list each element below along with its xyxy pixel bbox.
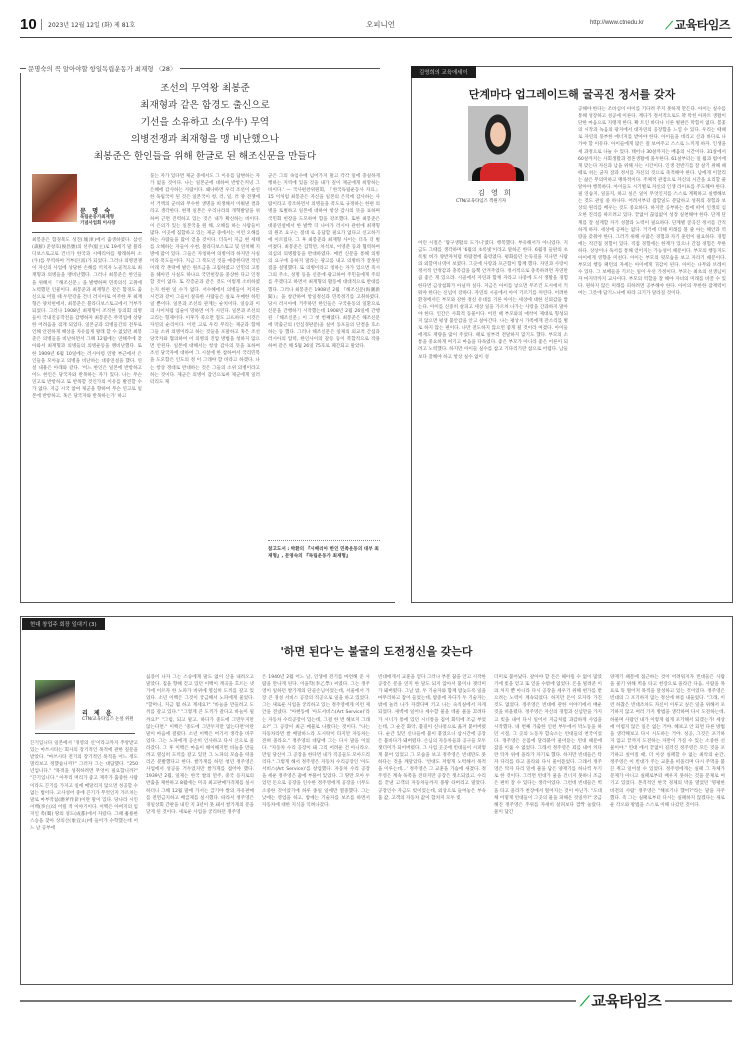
article2-series-tag: 김영희의 교육에세이: [411, 66, 476, 78]
author-divider: [35, 733, 135, 734]
article3-column: 더미로 불어났다. 갚아야 할 돈은 헤아릴 수 없이 많았기에 빚을 얻고 또 얻을 수밖에 없었다. 돈을 빌려준 이의 처지 뿐 아니라 다시 공장을 세우기 위해 현가를 받으려는 노력이 계속되었다. 하지만 돈이 모자라 가진 것도 없었다. 정주영은 빈대에 관한 이야기에서 배운 것을 떠올렸다. 정주영은 자신의 경험과 신념만을 가지고 빚을 내어 다시 일어서 지금처럼 과감하게 사업을 시작했다. 네 번째 가출한 인천 부두에서 막노동을 하던 시절, 그 곳의 노동자 합숙소는 빈대들의 천국이었다. 정주영은 온몸에 달라붙어 물어뜯는 빈대 때문에 잠을 이룰 수 없었다. 그래서 정주영은 꾀를 내어 커다란 탁자 위에 올라가 자기로 했다. 하지만 빈대들은 탁자 다리를 타고 올라와 다시 물어뜯었다. 그래서 정주영은 탁자 다리 밑에 물을 담은 양재기를 하나씩 두기로 한 것이다. 그러면 빈대가 물을 건너지 못하니 조금은 편히 잘 수 있다는 생각이었다. 그런데 빈대들은 벽을 타고 올라가 천장에서 떨어지는 것이 아닌가. "도대체 어떻게 빈대들이 그곳의 물을 피해온 것일까?" 궁금해진 정주영은 주위를 자세히 살펴보다 깜짝 놀랐다. 물이 담긴: [494, 675, 602, 815]
article3-headline: '하면 된다'는 불굴의 도전정신을 갖는다: [280, 645, 473, 658]
article1-headline: [30, 80, 380, 165]
article3-column: 은 1940년 2월 어느 날, 인생에 전기를 마련해 준 사람을 만나게 된다. 이을학(李乙學) 씨였다. 그는 정주영이 일하던 쌀가게의 단골손님이었는데, 서울에서 가장 큰 경성 서비스 공장의 직공으로 일을 하고 있었다. 그는 새로운 사업을 궁리하고 있는 정주영에게 이런 제안을 전넸다. "아현동에 '아도서비스(Art Service)'라는 자동차 수리공장이 있는데, 그걸 한 번 해보지 그래요?" 그 공장이 최근 매물로 나왔다는 것이다. "나는 자동차라면 쌀 배달하느라 도시락이 타지만 자동차는 전혀 몰라요." 정주영의 대답에 그는 다시 말을 이었다. "자동차 수리 공장이 돼 그리 어려운 건 아니라오. 만일 당신이 그 공장을 한다면 내가 직공들도 모아드리리다." 그렇게 해서 정주영은 자동차 수리공장인 '아도 서비스(Art Service)'를 창업했다. 자동차 수리 공장을 세운 정주영은 꿈에 부풀어 있었다. 그 땅만 모아 두었던 돈으로 공장을 인수한 정주영에게 공장을 너무도 소중한 것이었기에 하루 종일 일에만 열중했다. 그는 낮에는 영업을 하고, 밤에는 기술자를 보조를 하면서 자동차에 대한 지식을 익혀나갔다.: [262, 675, 370, 808]
author-role-line: 기념사업회 이사장: [80, 221, 116, 226]
brand-logo[interactable]: [665, 16, 730, 33]
masthead-divider: [41, 19, 42, 30]
author-divider: [32, 232, 142, 233]
author-photo: [468, 106, 528, 181]
reference-divider: [268, 540, 380, 541]
article1-column: 군은 그의 속임수에 넘어가지 말고 각각 일에 충실하게 행하는 지역에 있을 것을 내가 깊이 제군에게 희망하는 바이다.' — 국사편찬위원회, 『한국독립운동사 자료』 15 이처럼 최봉준은 자신을 일본의 은덕에 감사하는 사람이라고 강조하면서 의병들을 폭도로 규정하는 한편 의병을 토벌하고 일본에 대하여 항상 감사의 뜻을 표하며 국민회 헌장을 도모하여 함을 강조했다. 또한 최봉준은 대중연설에서 한 발짝 더 나아가 러시아 관헌에 최재형의 원조 요구는 절대 로 응답할 필요가 없다고 신고하기에 이르렀다. 그 후 최봉준과 최재형 사이는 더욱 더 벌어졌다. 최봉준은 김학만, 차석보, 이영춘 등과 협력하여 의심의 의병활동을 반대하였다. 예컨 신문을 통해 의병의 요구에 응하지 말라는 광고를 내고 의병바가 잘못된 점을 설명했다. 또 의병이라고 칭하는 자가 있으면 즉시 그의 주소, 성명 등을 신문에 광고하여 주민들에게 주의를 주겠다고 하면서 최재형의 활동에 대대적으로 반대를 했다. 그러나 최봉준은 1908년 2월 『해조신문(海潮新聞)』을 창간하여 항일정신과 민족정기를 고취하였다. 당시 러시아에 거주하던 한인들은 구국운동의 일환으로 신문을 간행하기 시작했는데 1908년 2월 26일에 간행된 『해조신문』이 그 첫 번째였다. 최봉준은 해조신문에 막출근의 (언심경판문)을 실어 동포들의 단결을 호소하는 등 했다. 그러나 해조신문은 일제의 외교적 간섭과 러시아의 압력, 한인사이의 갈등 등이 복합적으로 작용하여 같은 해 5월 26일 75호로 폐간되고 말았다.: [268, 174, 380, 350]
headline-line: 최재형과 같은 함경도 출신으로: [140, 100, 270, 111]
author-role: CTN/교육타임즈 논설 위원: [82, 717, 134, 722]
article1-series-label: 문명숙의 꼭 알아야할 항일독립운동가 최재형 〈28〉: [20, 64, 180, 73]
page-number: 10: [20, 16, 37, 33]
article3-column: 끈기입니다 일본에서 '경영의 신'이라고까지 추앙받고 있는 마쓰시타는 회사의 장기적인 목적에 관한 질문을 받았다. "마쓰시타 전기의 장기적인 목적을 어느 정도 멀리보고 정했습니까?" 그러자 그는 대답했다. "250년입니다." "목적을 성취하려면 무엇이 필요합니까?" "끈기입니다." 아무리 머리가 좋고 재주가 출중한 사람이라도 끈기를 가지고 일에 매달리지 않으면 성공할 수 없는 법이다. 고사성어 중에 끈기가 무엇인지 가르치는 말로 마부작침(磨斧作針)이란 말이 있다. 당나라 시인 이백(李白)의 어릴 적 이야기이다. 이백은 아버지의 임지인 촉(蜀) 땅의 성도(成都)에서 자랐다. 그때 훌륭한 스승을 찾아 상의산(象宜山)에 들어가 수학했는데 어느 날 공부에: [30, 741, 138, 832]
brand-swoosh-icon: ⟋: [665, 19, 673, 32]
site-url-link[interactable]: http://www.ctnedu.kr: [589, 20, 644, 26]
author-name: 김 영 희: [478, 189, 513, 197]
brand-swoosh-icon: ⟋: [580, 994, 590, 1010]
article1-column: 묻는 자가 있다면 제군 중에서도 그 이유를 답변하는 자가 없을 것이다. 나는 일본군에 대하여 반항은커녕 그 은혜에 감사하는 사람이다. 왜냐하면 우리 조선이 순연한 독립국이 된 것은 일본국이 청, 러, 일, 러 양 전쟁에서 거액의 군비와 무수한 생명을 희생해서 이뤄낸 결과라고 생각한다. 현재 일본은 우리나라의 개혁발달을 위하여 근면 진력하고 있는 것은 내가 확신하는 바이다. 이 은의가 있는 일본국을 원 해, 오해를 하는 사람들이 많다. 이곳에 집합하고 있는 제군 중에서는 이런 오해를 하는 사람들을 많이 얻을 것이다. 더욱이 지금 현 세태를 오해하는 자들이 수천, 블라디보스토크 및 연치혜 지방에 많이 있다. 그들은 자칭하여 의병이라 하지만 사실이라 폭도들이다. 지금 그 폭도인 것을 예증한다면 작년 이래 각 촌락에 발은 원조금을 고집하였고 인민의 고통을 헤아린 사실도 하나요 국민헌장을 중상한 다고 인정할 것이 없다. 또 각층군과 같은 것도 이렇게 소비하였는지 한편 일 수가 없다. 서수혜에서 의병들이 저지른 시건과 같이 그들이 살육한 사람들은 실로 우매한 하민일 뿐이다. 일본과 조선의 관계는 순치이다. 일승과 이의 사이처럼 입술이 망하면 이가 시린다. 일본과 조선의 고리는 형제이다. 이후가 죽으면 절도 고뜨하다. 이것은 자연의 순리이다. 이런 고로 우리 무리는 제군과 함께 그들 소위 의병이라고 하는 것들을 포말하고 혹은 조선 당국자와 협의하여 이 의병의 진압 방법을 청하지 않으면 안된다. 일본에 대해서는 항상 감사의 뜻을 표하여 조선 당국자에 대하여 그 시설에 한 참하여서 국리민복을 도모함은 인도의 정 이 그래야 할 바라고 하겠다. 나는 항상 정대로 반대하는 것은 그들의 소위 의병이라고 하는 것이다. 제군은 의병이 갑인으로써 제군에게 일러터리도 제: [150, 174, 260, 385]
headline-line: 조선의 무역왕 최봉준: [160, 83, 250, 94]
footer-brand-logo[interactable]: [576, 990, 665, 1011]
author-role-line: 독립운동가최재형: [80, 215, 114, 220]
article2-headline: 단계마다 업그레이드해 굴곡진 정서를 갖자: [468, 88, 676, 101]
article3-column: 싫증이 나자 그는 스승에게 말도 없이 산을 내려오고 말았다. 집을 향해 걷고 있던 이백이 계곡을 흐르는 냇가에 이르자 한 노파가 바위에 열심히 도끼를 갈고 있었다. 소년 이백은 그것이 궁금해서 노파에게 물었다. "할머니, 지금 뭘 하고 계세요?" "바늘을 만들려고 도끼를 갈고 있다." "그렇게 큰 도끼가 갈다고 바늘이 될까요?" "그럼, 되고 말고. 하다가 중도에 그만두지만 않는다면." 이백은 '중도에 그만두지만 않는다면'이란 말이 마음에 걸렸다. 소년 이백은 여기서 생각을 바꾸었다. 그는 노파에게 공손히 인사하고 다시 산으로 올라갔다. 그 후 이백은 마음이 해이해지면 바늘을 만들려고 열심히 도끼를 갈고 있던 그 노파의 모습을 떠올리곤 분발했다고 한다. 쌀가게를 하던 청년 정주영은 사업에서 성공을 거두었지만 쌀가게를 접어야 했다. 1939년 2월, 일제는 한국 쌀의 만주, 중국 등지로의 반출을 제한하고 8월에는 미곡 최고판매가격제를 실시하더니 그해 12월 말에 가서는 급기야 쌀의 자유판매를 전면금지하고 배급제를 실시했다. 따라서 정주영은 경일상회 간판을 내린 지 3년이 못 돼서 쌀가게의 문을 닫게 된 것이다. 새로운 사업을 궁리하던 정주영: [146, 675, 254, 815]
footer-brand-name: 교육타임즈: [591, 992, 662, 1010]
article3-series-tag: 현대 창업주 회장 일대기 (3): [22, 618, 105, 630]
article2-column: 공해야 한다는 조바심이 아이를 기다려 주지 못하게 만든다. 아이는 실수를 통해 성장하고 성공에 이른다. 계다가 정서적으로도 꽉 막힌 아파트 생활이 단한 마음으로 지탱게 한다. 확 트인 바다나 너른 벌판은 막힘이 없다. 봄꽃의 시작과 녹음의 광지에서 대자연의 웅장함을 느낄 수 있다. 우리는 때때로 자연의 풍부한 에너지를 받아야 한다. 아이들을 데리고 산과 바다로 나가야 할 이유다. 아이들에게 많은 걸 보여주고 스스로 느끼게 하자. 인생을 세 과정으로 나눌 수 있다. 태어나 30살까지는 배움의 시간이다. 31살에서 60살까지는 사회생활과 결혼생활에 몰두한다. 61살부터는 일 월과 범이에게 맞는다 자신과 남을 위해 사는 시간이다. 인생 전반기를 잘 살기 위해 때때로 쉬는 균자 잘과 정서를 자신의 것으로 축적해야 한다. 남에게 이끌리는 삶은 무의미하고 맹목적이다. 주체적 관점으로 자신의 시간을 요리할 줄 알아야 행복하다. 아이들도 시기별로 자신의 인생 라이프를 주도해야 한다. 필 연습지, 일을지, 하고 싶은 일이 무엇인지를 스스로 계획하고 실행해보는 것도 관일 중 하나다. 어려서부터 잡할일도 분담하고 성취의 경험과 보상의 원리를 배우는 것도 중요하다. 하지만 공부하는 틈에 떠어 인생의 심오한 진리를 따르려고 있다. 끝없이 끊임없이 성장 실천해야 한다. 단계 단계를 잘 설계할 자기 성찰과 노력이 필요하다. 단계별 굴곡진 정서를 간직하게 하자. 세상에 공짜는 없다. 거기에 더해 미래를 볼 줄 아는 해안과 역량을 갖춰야 한다. 그러기 위해 수많은 경험과 자기 훈련이 필요하다. 경험에는 직간접 경험이 있다. 직접 경험에는 한계가 있으나 간접 경험은 무한하다. 상상이나 독서를 통해 얻어지는 가능성이 때문이다. 부모의 행동지도 아이에게 영향을 미친다. 아이는 부모의 뒷모습을 보고 자라기 때문이다. 부모의 행동 패턴의 자세는 아이에게 귀감이 된다. 아이는 나무와 브레이 수 있다. 그 보배들을 기르는 일이 우선 가정이다. 부모는 최초의 선생님이자 마지막까지 교사이다. 부모의 역할을 잘 해야 자녀의 미래를 바꿀 수 있다. 원하지 않은 미래를 피하려면 공부해야 한다. 아이의 무한한 잠재력이 여는 그릇에 담기느냐에 따라 크기가 달라질 것이다.: [578, 107, 726, 297]
headline-line: 기선을 소유하고 소(우牛) 무역: [140, 117, 270, 128]
author-photo: [35, 680, 75, 730]
author-role: [80, 215, 115, 227]
author-photo: [32, 174, 77, 222]
section-name: 오피니언: [366, 20, 395, 29]
author-name: 문 명 숙: [80, 208, 113, 215]
author-name: 리 제 윤: [82, 710, 114, 717]
headline-line: 최봉준은 한인들을 위해 한글로 된 해조신문을 만들다: [93, 151, 317, 162]
article1-column: 최봉준은 함경북도 성진(城津)에서 출생하였다. 삼선(森鮮) 준창호(俊昌號)의 선주(船主)로 19세기 말 블라디보스토크로 건너가 한국과 시베리아를 왕래하며 소(牛)를 무역하여 거부(巨富)가 되었다. 그러나 의병전쟁이 자신의 사업에 상당한 손해를 끼치자 노골적으로 최재형과 의병들을 맹비난했다. 그러나 최봉준은 한인들을 위해서 『해조신문』을 발행하며 민족의식 고취에 노력했던 인물이다. 최봉준과 최재형은 같은 함경도 출신으로 어릴 때 두만강을 건너 러시아로 이주한 후 최재형은 양치헌에서, 최봉준은 블라디보스토크에서 거부가 되었다. 그러나 1908년 최재형이 조직한 동의회 의병들이 국내진공작전을 감행하자 최봉준은 무역업에 상당한 어려움을 겪게 되었다. 일본군과 의병들간의 전투로 인해 안전하게 해상을 자유롭게 왕래 할 수 없었던 최봉준은 의병들을 비난하면서 그해 12월에는 연해주에 찾아와서 최재형과 의병들의 의병운동을 맹비난했다. 또한 1909년 6월 10일에는 러시아령 연방 부근에서 은인들을 모아놓고 의병을 비난하는 대중연설을 했다. 연설 내용은 아래와 같다. '어느 한인은 일본에 반항하고 어느 한인은 당국자와 반목하는 자가 있다. 나는 무슨 연고로 반항하고 또 반목할 것인가의 이유를 발견할 수가 없다. 지금 시국 참여 제군을 향하여 무슨 연고로 일본에 반항하고, 혹은 당국자와 반목하는가' 하고: [32, 238, 142, 400]
author-role: CTN/교육타임즈 객원기자: [456, 199, 507, 204]
brand-name: 교육타임즈: [674, 18, 730, 32]
article3-column: 양재기 때문에 접근하는 것이 어려워지자 빈대들은 사람을 물기 위해 벽을 타고 천장으로 올라간 다음, 사람을 목표로 뚝 떨어져 목적을 달성하고 있는 것이었다. 정주영은 빈대의 그 포기하지 않는 정신에 혀를 내둘렀다. "그래, 이런 하찮은 빈대조차도 자신이 이루고 싶은 일을 위해서 포기하지 않고 여러 가지 방법을 생각하며 다시 도전하는데, 하물며 사람인 내가 이렇게 쉽게 포기해서 되겠는가! 세상에 어렵지 않은 일은 없는 거야. 혜보고 안 되면 다른 방법을 생각해보고 다시 시도하는 거야. 성공, 그것은 포기하지 않고 끝까지 도전하는 자만이 가질 수 있는 소중한 선물이야." 빈대 에서 끝없이 길러진 정주영은 모든 것을 포기하고 싶어질 때, 더 이상 실패할 수 없는 최악의 순간, 정주영은 이 빈대가 주는 교훈을 떠올리며 다시 주먹을 불끈 쥐고 일어설 수 있었다. 정주영에게는 실패 그 자체가 문제가 아니고 실패로부터 배우지 못하는 것을 문제로 여기고 있었다. 본격적인 한국 경제의 막을 열었던 '명평한 비전의 사람' 정주영은 "해보기나 했어?"라는 말을 자주 했다. 즉 그는 실패로부터 다시는 실패하지 않겠다는 새로운 각오와 방법을 스스로 이해 나갔던 것이다.: [610, 675, 725, 808]
masthead: [20, 16, 732, 38]
article2-column: 어린 시절은 '람구생활의 도가니'였다. 행복했다. 부유해서가 아니었다. 지금도 그때를 생각하며 '6월의 초록빛'이라고 말하곤 한다. 6월경 들판의 초록빛 벼가 양반자처럼 바람결에 출렁였다. 평화롭던 논둑길을 지나면 사람의 외할머니댁이 보였다. 그곳에 사랑과 포근함이 함께 했다. 자연과 사랑이 정서적 안정감과 충족감을 듬뿍 안겨주었다. 정서적으로 충족하려면 자연만큼 좋은 게 있으랴. 시골에서 자연과 함께 자라고 나중에 도시 생활을 경험한다면 금상첨화가 아닐까 싶다. 지금은 아이를 낳으면 무조건 도시에서 키워야 한다는 신념이 강하다. 자연의 시골에서 아이 기르기를 꺼린다. 어려한 환경에서든 부모와 강한 정신 유대를 기른 아이는 세상에 대한 신뢰감을 쌓는다. 아이를 신중히 살피고 세상 일을 가르쳐 나가는 사랑을 간과하지 말아야 한다. 인간은 사회적 동물이다. 어린 때 부모와의 애착이 제대로 형성되지 않으면 평생 불안감을 안고 살아간다. 나는 평상시 가족에게 잔소리를 별로 하지 않는 편이다. 나만 전도하지 않으면 좋게 될 것이라 여겼다. 아이들에게도 재량을 많이 주었다. 때로 일부러 전달하지 않기도 했다. 부모의 소통을 중요하게 여기고 마음을 다독였다. 좋은 부모가 아니라 좋은 어른이 되려고 노력했다. 하지만 아이들 실수를 참고 기다리기란 참으로 어렵다. 남들보다 잘해야 하고 항상 실수 없이 성: [418, 241, 568, 360]
article3-column: 빈대에게서 교훈을 얻다 그러나 부푼 꿈을 안고 시작한 공장은 문을 연지 한 달도 되지 않아서 불이나 잿더미가 돼버렸다. 그날 밤, 두 기술자와 함께 밤늦도록 일을 마무리하고 잠이 들었는데, 밤중에 자다가 두 기술자는 밖에 놀러 나가 자겠다며 키고 나는 숙직실에서 자게 되었다. 새벽에 일어나 세수할 물을 데울 물을 끄려다가 시너가 통에 있던 시너통을 집어 화덕에 조금 부었는데, 그 순간 화악, 불길이 신나통으로 옮겨 붙어버렸다. 순간 있던 신나들에 불이 붙었으니 삽시간에 공장은 불바다가 돼버렸다. 손님의 자동차들과 공구들 모두 잿더미가 되어버렸다. 그 사업 곳곳에 빈대들이 시퍼렇게 붙어 있었고 그 모습을 보고 정주영은 빈대만도 못하다는 것을 깨달았다. '빈대도 저렇게 노력해서 목적을 이루는데…' 정주영은 그 교훈을 가슴에 새겼다. 정주영은 계속 독촉을 견뎌지만 공장은 잿소되었고, 수리를 끝낸 고객의 자동차들까지 몽땅 타버리고 말았다. 공장인수 자금도 빚이었는데, 외상으로 들여놓은 부속품 값, 고객의 자동차 값이 합쳐져 모두 빚: [378, 675, 486, 801]
issue-date: 2023년 12월 12일 (화) 제 81호: [48, 22, 136, 29]
reference-note: 참고도서 : 박환의 『시베리아 한인 민족운동의 대부 최재형』, 문영숙의 『독립운동가 최재형』: [268, 547, 379, 560]
headline-line: 의병전쟁과 최재형을 맹 비난했으나: [130, 134, 280, 145]
